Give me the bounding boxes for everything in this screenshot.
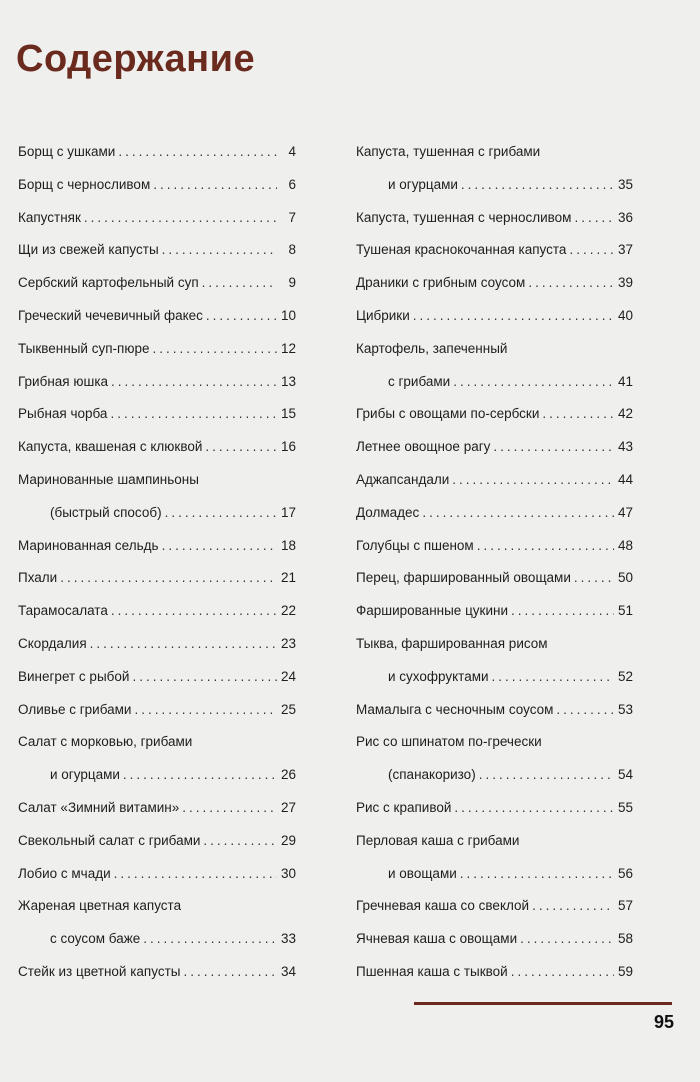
dot-leader: [202, 267, 277, 300]
toc-entry-title: Капуста, тушенная с грибами: [356, 144, 541, 159]
toc-entry-title: и огурцами: [388, 176, 458, 192]
toc-entry-title: Винегрет с рыбой: [18, 668, 130, 684]
toc-entry: [356, 825, 633, 891]
toc-entry-title: Скордалия: [18, 635, 87, 651]
toc-entry-page: 26: [280, 767, 296, 783]
dot-leader: [532, 890, 614, 923]
dot-leader: [574, 202, 614, 235]
toc-entry: [356, 300, 633, 333]
toc-entry-page: 40: [617, 307, 633, 323]
toc-entry-line: [18, 562, 296, 595]
dot-leader: [511, 595, 614, 628]
dot-leader: [123, 759, 277, 792]
toc-entry-title: Грибы с овощами по-сербски: [356, 406, 540, 422]
toc-entry-page: 23: [280, 635, 296, 651]
toc-entry-page: 24: [280, 668, 296, 684]
toc-entry-line: [356, 890, 633, 923]
toc-entry: [356, 202, 633, 235]
toc-entry-title: Жареная цветная капуста: [18, 898, 182, 914]
toc-entry-line: [356, 202, 633, 235]
toc-entry: [356, 136, 633, 202]
toc-entry-title: Борщ с ушками: [18, 144, 116, 159]
toc-entry-page: 21: [280, 570, 296, 586]
toc-entry-title: Тыквенный суп-пюре: [18, 340, 150, 356]
toc-entry-page: 17: [280, 504, 296, 520]
toc-entry-line: [18, 694, 296, 727]
toc-entry: [18, 661, 296, 694]
dot-leader: [162, 234, 277, 267]
dot-leader: [203, 825, 277, 858]
toc-entry-line: [356, 398, 633, 431]
toc-entry-page: 48: [617, 537, 633, 553]
toc-entry-line: [356, 431, 633, 464]
toc-entry-line: [18, 333, 296, 366]
toc-entry-line: [18, 398, 296, 431]
toc-entry-page: 52: [617, 668, 633, 684]
toc-entry: [356, 628, 633, 694]
toc-entry-page: 18: [280, 537, 296, 553]
toc-entry-page: 35: [617, 176, 633, 192]
toc-entry-line: [356, 759, 633, 792]
toc-entry: [356, 464, 633, 497]
toc-entry-page: 57: [617, 898, 633, 914]
toc-entry-line: [18, 726, 296, 759]
dot-leader: [422, 497, 614, 530]
toc-entry-title: с соусом баже: [50, 931, 141, 947]
toc-entry-title: Греческий чечевичный факес: [18, 307, 203, 323]
toc-entry-page: 10: [280, 307, 296, 323]
toc-entry-title: с грибами: [388, 373, 451, 389]
toc-entry-line: [356, 333, 633, 366]
toc-entry-page: 16: [280, 439, 296, 455]
toc-entry-page: 29: [280, 832, 296, 848]
toc-entry: [18, 890, 296, 956]
toc-entry-page: 44: [617, 471, 633, 487]
toc-entry-title: Перловая каша с грибами: [356, 832, 520, 848]
toc-entry: [18, 726, 296, 792]
dot-leader: [574, 562, 614, 595]
toc-entry-line: [18, 890, 296, 923]
toc-entry: [18, 595, 296, 628]
toc-entry-title: Салат «Зимний витамин»: [18, 799, 180, 815]
toc-entry-line: [18, 136, 296, 169]
toc-entry: [18, 464, 296, 530]
toc-entry: [356, 890, 633, 923]
toc-entry-title: Сербский картофельный суп: [18, 275, 199, 291]
toc-entry: [356, 694, 633, 727]
toc-entry: [18, 333, 296, 366]
dot-leader: [111, 366, 277, 399]
toc-entry-line: [356, 956, 633, 989]
toc-entry-page: 7: [288, 209, 296, 225]
toc-entry-title: Тарамосалата: [18, 603, 108, 619]
dot-leader: [182, 792, 277, 825]
dot-leader: [413, 300, 614, 333]
toc-column-right: [356, 136, 633, 989]
toc-entry: [18, 530, 296, 563]
toc-entry: [18, 956, 296, 989]
toc-entry-page: 55: [617, 799, 633, 815]
toc-entry-title: Тушеная краснокочанная капуста: [356, 242, 567, 258]
toc-entry-title: Тыква, фаршированная рисом: [356, 635, 548, 651]
toc-entry-page: 9: [288, 275, 296, 291]
toc-entry-line: [356, 825, 633, 858]
page-title: Содержание: [16, 38, 256, 80]
toc-entry: [356, 431, 633, 464]
toc-entry-title: Голубцы с пшеном: [356, 537, 474, 553]
toc-entry-title: Рис с крапивой: [356, 799, 452, 815]
toc-entry-line: [18, 497, 296, 530]
dot-leader: [143, 923, 277, 956]
dot-leader: [452, 464, 614, 497]
toc-entry: [18, 169, 296, 202]
toc-entry: [356, 726, 633, 792]
toc-entry-line: [356, 464, 633, 497]
dot-leader: [114, 858, 277, 891]
dot-leader: [132, 661, 277, 694]
toc-entry-line: [18, 366, 296, 399]
toc-entry: [18, 300, 296, 333]
toc-entry-page: 15: [280, 406, 296, 422]
toc-entry-title: Стейк из цветной капусты: [18, 963, 181, 979]
toc-entry-title: Рис со шпинатом по-гречески: [356, 734, 542, 750]
dot-leader: [110, 398, 277, 431]
dot-leader: [461, 169, 614, 202]
toc-entry-title: Пхали: [18, 570, 58, 586]
toc-entry: [18, 202, 296, 235]
toc-entry-title: Картофель, запеченный: [356, 340, 508, 356]
toc-entry-page: 36: [617, 209, 633, 225]
dot-leader: [528, 267, 614, 300]
toc-entry-page: 50: [617, 570, 633, 586]
toc-entry-line: [18, 759, 296, 792]
toc-entry-page: 51: [617, 603, 633, 619]
toc-entry: [18, 234, 296, 267]
toc-entry-line: [18, 431, 296, 464]
toc-entry-line: [356, 169, 633, 202]
toc-entry-line: [18, 825, 296, 858]
toc-entry-title: и огурцами: [50, 767, 120, 783]
toc-entry-title: Борщ с черносливом: [18, 176, 151, 192]
toc-entry-page: 13: [280, 373, 296, 389]
toc-entry-line: [356, 234, 633, 267]
toc-entry-page: 22: [280, 603, 296, 619]
toc-entry-line: [356, 661, 633, 694]
toc-entry-title: Гречневая каша со свеклой: [356, 898, 530, 914]
dot-leader: [454, 792, 614, 825]
footer-rule: [414, 1002, 672, 1005]
toc-entry-line: [356, 628, 633, 661]
toc-entry: [356, 267, 633, 300]
toc-entry-title: Аджапсандали: [356, 471, 450, 487]
toc-entry: [18, 398, 296, 431]
dot-leader: [111, 595, 277, 628]
dot-leader: [542, 398, 614, 431]
toc-entry-title: Рыбная чорба: [18, 406, 108, 422]
dot-leader: [493, 431, 614, 464]
toc-entry-title: Салат с морковью, грибами: [18, 734, 193, 750]
dot-leader: [152, 333, 277, 366]
toc-entry-title: Капуста, тушенная с черносливом: [356, 209, 572, 225]
toc-entry: [356, 923, 633, 956]
toc-entry-line: [18, 300, 296, 333]
toc-entry-line: [356, 562, 633, 595]
toc-entry-page: 27: [280, 799, 296, 815]
toc-entry-line: [356, 136, 633, 169]
toc-entry-title: Перец, фаршированный овощами: [356, 570, 571, 586]
toc-entry-title: и овощами: [388, 865, 457, 881]
dot-leader: [183, 956, 277, 989]
toc-entry-page: 37: [617, 242, 633, 258]
toc-entry-line: [356, 595, 633, 628]
dot-leader: [520, 923, 614, 956]
dot-leader: [460, 858, 614, 891]
toc-entry-title: Грибная юшка: [18, 373, 109, 389]
toc-entry-page: 53: [617, 701, 633, 717]
toc-entry-page: 34: [280, 963, 296, 979]
toc-entry: [356, 398, 633, 431]
toc-entry-line: [18, 595, 296, 628]
toc-entry-line: [18, 628, 296, 661]
toc-column-left: [18, 136, 296, 989]
toc-entry-title: Фаршированные цукини: [356, 603, 508, 619]
toc-entry-line: [356, 497, 633, 530]
dot-leader: [477, 530, 614, 563]
toc-entry-title: и сухофруктами: [388, 668, 489, 684]
toc-entry-line: [18, 234, 296, 267]
toc-entry: [18, 792, 296, 825]
toc-entry: [356, 792, 633, 825]
toc-entry: [18, 858, 296, 891]
toc-entry-line: [356, 858, 633, 891]
toc-entry-title: Капуста, квашеная с клюквой: [18, 439, 203, 455]
toc-entry-line: [356, 267, 633, 300]
toc-entry-title: Лобио с мчади: [18, 865, 111, 881]
toc-entry-line: [18, 956, 296, 989]
toc-entry-title: Оливье с грибами: [18, 701, 132, 717]
toc-entry-title: Свекольный салат с грибами: [18, 832, 201, 848]
toc-entry-page: 43: [617, 439, 633, 455]
toc-entry-line: [356, 923, 633, 956]
toc-entry-page: 25: [280, 701, 296, 717]
toc-entry-line: [356, 694, 633, 727]
toc-entry-page: 54: [617, 767, 633, 783]
toc-entry-title: (быстрый способ): [50, 504, 162, 520]
toc-entry-page: 59: [617, 963, 633, 979]
toc-entry-line: [356, 300, 633, 333]
toc-entry: [356, 333, 633, 399]
toc-entry-page: 8: [288, 242, 296, 258]
toc-entry-line: [18, 858, 296, 891]
dot-leader: [162, 530, 277, 563]
toc-entry-page: 41: [617, 373, 633, 389]
toc-entry-page: 42: [617, 406, 633, 422]
toc-entry: [356, 595, 633, 628]
dot-leader: [60, 562, 277, 595]
toc-entry: [18, 366, 296, 399]
toc-entry-page: 56: [617, 865, 633, 881]
dot-leader: [153, 169, 277, 202]
toc-entry-line: [356, 792, 633, 825]
dot-leader: [556, 694, 614, 727]
toc-entry-page: 47: [617, 504, 633, 520]
toc-entry: [18, 825, 296, 858]
toc-entry-line: [18, 267, 296, 300]
toc-entry: [356, 562, 633, 595]
toc-entry-line: [18, 169, 296, 202]
toc-entry-line: [18, 464, 296, 497]
toc-entry-title: Щи из свежей капусты: [18, 242, 159, 258]
toc-entry-line: [18, 792, 296, 825]
toc-entry-page: 39: [617, 275, 633, 291]
toc-entry-page: 33: [280, 931, 296, 947]
page-number: 95: [653, 1012, 674, 1032]
dot-leader: [118, 136, 277, 169]
toc-entry-title: Капустняк: [18, 209, 81, 225]
toc-entry-title: Долмадес: [356, 504, 420, 520]
toc-entry: [356, 530, 633, 563]
toc-entry-title: Цибрики: [356, 307, 410, 323]
toc-entry: [18, 267, 296, 300]
toc-entry: [18, 431, 296, 464]
toc-entry-page: 30: [280, 865, 296, 881]
toc-entry-line: [18, 923, 296, 956]
dot-leader: [511, 956, 614, 989]
dot-leader: [134, 694, 277, 727]
toc-entry-line: [356, 726, 633, 759]
dot-leader: [84, 202, 277, 235]
toc-entry-title: Маринованная сельдь: [18, 537, 159, 553]
dot-leader: [206, 300, 277, 333]
dot-leader: [569, 234, 614, 267]
toc-entry-title: Драники с грибным соусом: [356, 275, 526, 291]
toc-entry-page: 6: [288, 176, 296, 192]
dot-leader: [90, 628, 277, 661]
toc-entry-page: 58: [617, 931, 633, 947]
toc-entry-title: Летнее овощное рагу: [356, 439, 491, 455]
toc-entry-line: [18, 530, 296, 563]
toc-entry-line: [356, 366, 633, 399]
toc-entry-title: Пшенная каша с тыквой: [356, 963, 508, 979]
toc-entry: [18, 628, 296, 661]
dot-leader: [453, 366, 614, 399]
toc-entry: [18, 136, 296, 169]
toc-entry-page: 4: [288, 144, 296, 159]
toc-entry-title: Ячневая каша с овощами: [356, 931, 518, 947]
dot-leader: [492, 661, 614, 694]
dot-leader: [479, 759, 614, 792]
toc-entry-line: [18, 661, 296, 694]
toc-entry: [356, 956, 633, 989]
toc-entry: [18, 694, 296, 727]
toc-entry-line: [356, 530, 633, 563]
toc-entry-title: Мамалыга с чесночным соусом: [356, 701, 554, 717]
toc-entry-title: Маринованные шампиньоны: [18, 471, 199, 487]
toc-entry-page: 12: [280, 340, 296, 356]
toc-entry: [18, 562, 296, 595]
dot-leader: [165, 497, 277, 530]
toc-entry-title: (спанакоризо): [388, 767, 476, 783]
dot-leader: [205, 431, 277, 464]
toc-entry: [356, 497, 633, 530]
toc-entry-line: [18, 202, 296, 235]
toc-entry: [356, 234, 633, 267]
